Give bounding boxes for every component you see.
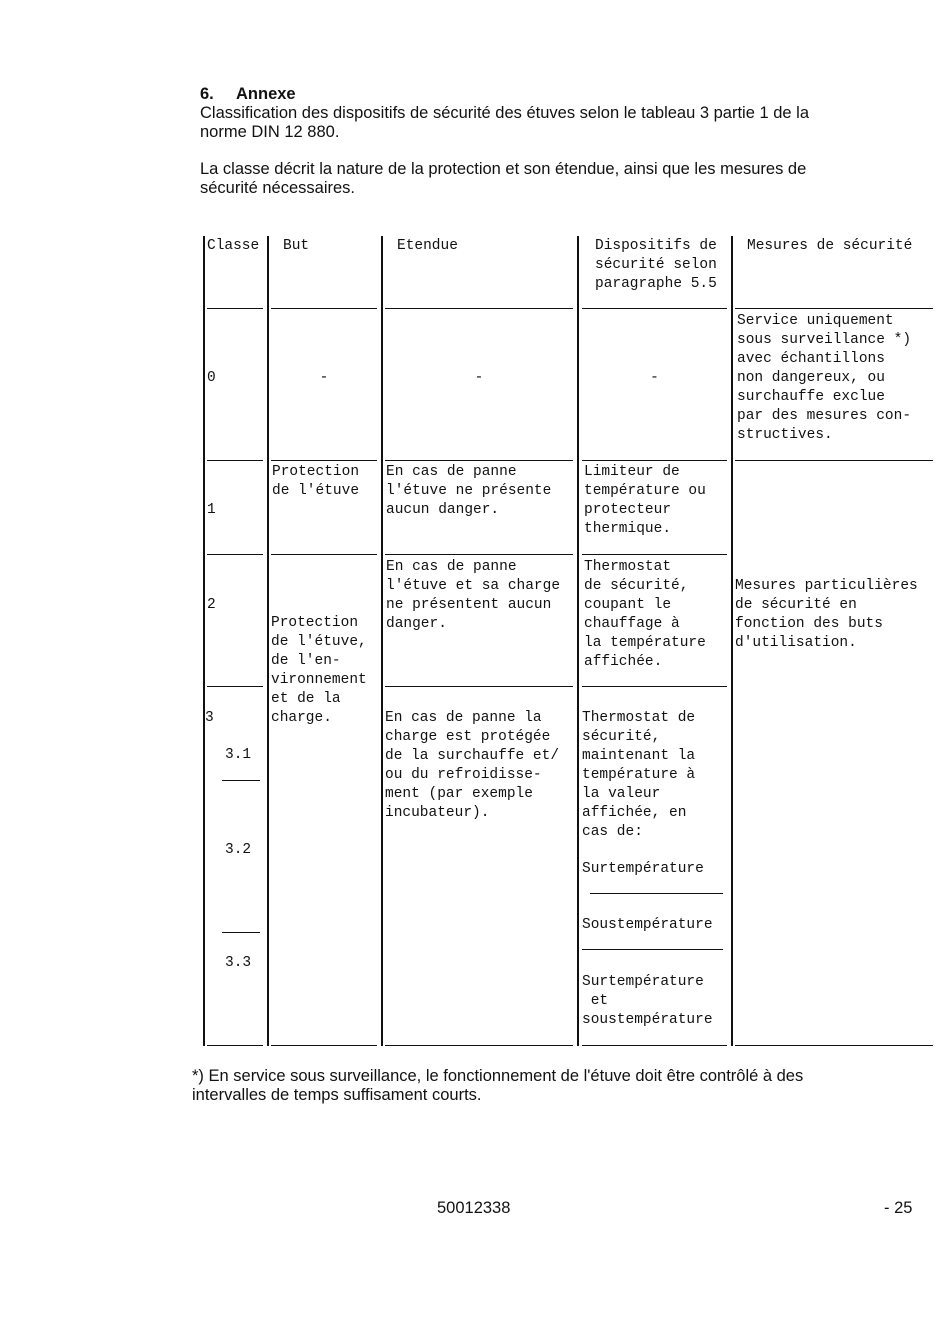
row-separator — [207, 308, 263, 309]
column-divider — [731, 236, 733, 1046]
column-divider — [381, 236, 383, 1046]
table-bottom — [271, 1045, 377, 1046]
class-2-label: 2 — [207, 597, 216, 613]
intro-line-2: norme DIN 12 880. — [200, 123, 340, 141]
class-3-1-label: 3.1 — [225, 747, 252, 763]
page-number: - 25 — [884, 1199, 913, 1217]
table-bottom — [582, 1045, 727, 1046]
subclass-separator — [582, 949, 723, 950]
class-3-label: 3 — [205, 710, 214, 726]
class-0-mesures: Service uniquement sous surveillance *) avec échantillons non dangereux, ou surchauffe exclue par des mesures con- structives. — [737, 313, 912, 443]
table-bottom — [207, 1045, 263, 1046]
class-3-dispositifs: Thermostat de sécurité, maintenant la température à la valeur affichée, en cas de: — [582, 710, 696, 840]
paragraph-line-1: La classe décrit la nature de la protection et son étendue, ainsi que les mesures de — [200, 160, 807, 178]
row-separator — [582, 554, 727, 555]
row-separator — [385, 686, 573, 687]
footnote-line-2: intervalles de temps suffisament courts. — [192, 1086, 482, 1104]
paragraph-line-2: sécurité nécessaires. — [200, 179, 355, 197]
row-separator — [207, 686, 263, 687]
row-separator — [385, 554, 573, 555]
row-separator — [582, 460, 727, 461]
class-0-etendue: - — [474, 370, 484, 386]
header-etendue: Etendue — [397, 238, 458, 254]
class-2-dispositifs: Thermostat de sécurité, coupant le chauffage à la température affichée. — [584, 559, 706, 670]
class-3-2-label: 3.2 — [225, 842, 252, 858]
row-separator — [735, 308, 933, 309]
section-number: 6. — [200, 85, 214, 103]
intro-line-1: Classification des dispositifs de sécurité des étuves selon le tableau 3 partie 1 de la — [200, 104, 810, 122]
row-separator — [385, 308, 573, 309]
subclass-separator — [222, 932, 260, 933]
row-separator — [271, 308, 377, 309]
header-classe: Classe — [207, 238, 260, 254]
row-separator — [207, 554, 263, 555]
section-title: Annexe — [236, 85, 296, 103]
column-divider — [267, 236, 269, 1046]
class-0-label: 0 — [207, 370, 216, 386]
class-0-but: - — [319, 370, 329, 386]
table-bottom — [385, 1045, 573, 1046]
class-2-3-but: Protection de l'étuve, de l'en- vironnement et de la charge. — [271, 615, 367, 726]
table-left-border — [203, 236, 205, 1046]
class-3-2-dispositif: Soustempérature — [582, 917, 713, 933]
footnote-line-1: *) En service sous surveillance, le fonctionnement de l'étuve doit être contrôlé à des — [192, 1067, 804, 1085]
class-2-etendue: En cas de panne l'étuve et sa charge ne présentent aucun danger. — [386, 559, 561, 632]
row-separator — [271, 554, 377, 555]
class-3-etendue: En cas de panne la charge est protégée de la surchauffe et/ ou du refroidisse- ment (par exemple incubateur). — [385, 710, 560, 821]
class-1-etendue: En cas de panne l'étuve ne présente aucun danger. — [386, 464, 552, 518]
header-dispositifs: Dispositifs de sécurité selon paragraphe 5.5 — [595, 238, 717, 292]
document-number: 50012338 — [437, 1199, 511, 1217]
row-separator — [735, 460, 933, 461]
row-separator — [385, 460, 573, 461]
class-1-label: 1 — [207, 502, 216, 518]
header-mesures: Mesures de sécurité — [747, 238, 913, 254]
class-2-3-mesures: Mesures particulières de sécurité en fonction des buts d'utilisation. — [735, 578, 918, 651]
subclass-separator — [222, 780, 260, 781]
class-1-but: Protection de l'étuve — [272, 464, 360, 499]
row-separator — [582, 686, 727, 687]
row-separator — [271, 460, 377, 461]
table-bottom — [735, 1045, 933, 1046]
class-0-dispositifs: - — [650, 370, 659, 386]
header-but: But — [283, 238, 310, 254]
class-3-1-dispositif: Surtempérature — [582, 861, 704, 877]
class-3-3-label: 3.3 — [225, 955, 252, 971]
row-separator — [582, 308, 727, 309]
subclass-separator — [590, 893, 723, 894]
class-3-3-dispositif: Surtempérature et soustempérature — [582, 974, 713, 1028]
column-divider — [577, 236, 579, 1046]
row-separator — [207, 460, 263, 461]
class-1-dispositifs: Limiteur de température ou protecteur thermique. — [584, 464, 706, 537]
